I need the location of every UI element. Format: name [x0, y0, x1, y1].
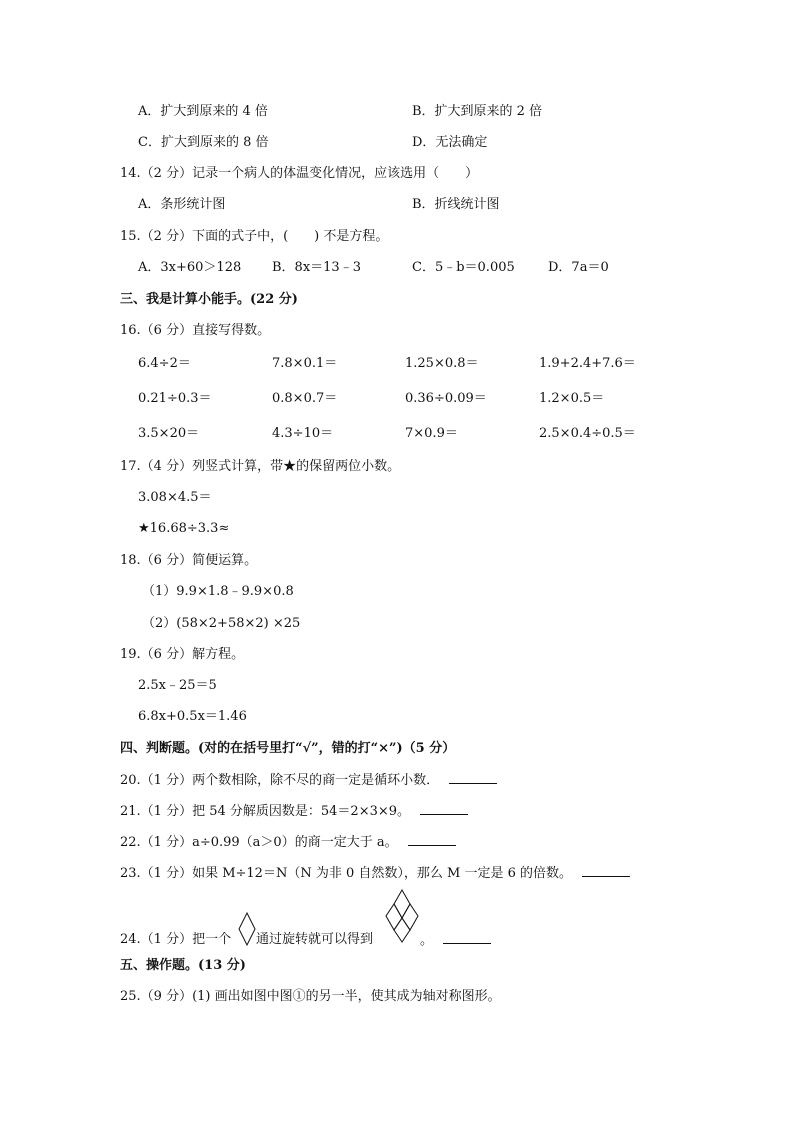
- q24-line: [120, 932, 231, 948]
- q16-cell: 1.25×0.8＝: [405, 356, 479, 371]
- q18-item-1: （1）9.9×1.8﹣9.9×0.8: [142, 584, 294, 599]
- section-4-title: 四、判断题。(对的在括号里打“√”，错的打“×”)（5 分）: [120, 741, 456, 756]
- section-3-title: 三、我是计算小能手。(22 分): [120, 292, 298, 307]
- q16-cell: 6.4÷2＝: [138, 356, 191, 371]
- q24-line-mid: [256, 932, 373, 948]
- q25-stem: 25.（9 分）(1) 画出如图中图①的另一半，使其成为轴对称图形。: [120, 989, 501, 1004]
- q13-option-c: C．扩大到原来的 8 倍: [138, 135, 269, 150]
- q13-option-a: A．扩大到原来的 4 倍: [138, 104, 268, 119]
- q19-item-1: 2.5x﹣25＝5: [138, 678, 217, 693]
- q22-text: 22.（1 分）a÷0.99（a＞0）的商一定大于 a。: [120, 835, 398, 850]
- q16-stem: 16.（6 分）直接写得数。: [120, 323, 271, 338]
- q20-answer-blank[interactable]: [449, 772, 497, 784]
- q19-stem: 19.（6 分）解方程。: [120, 647, 245, 662]
- q16-cell: 7×0.9＝: [405, 426, 458, 441]
- q22-answer-blank[interactable]: [408, 834, 456, 846]
- rotated-rhombus-figure: [385, 889, 419, 943]
- q24-line-end: [420, 932, 491, 949]
- q15-option-d: D．7a＝0: [548, 260, 609, 275]
- q23-text: 23.（1 分）如果 M÷12＝N（N 为非 0 自然数），那么 M 一定是 6 的倍数。: [120, 866, 572, 881]
- q13-option-d: D．无法确定: [412, 135, 488, 150]
- q24-text-2: 通过旋转就可以得到: [256, 932, 374, 947]
- q24-text-3: 。: [420, 933, 434, 948]
- q22-line: [120, 834, 456, 851]
- q15-option-b: B．8x＝13﹣3: [272, 260, 361, 275]
- q16-cell: 0.8×0.7＝: [272, 391, 338, 406]
- q21-line: [120, 803, 468, 820]
- q20-text: 20.（1 分）两个数相除，除不尽的商一定是循环小数．: [120, 773, 440, 788]
- q16-cell: 7.8×0.1＝: [272, 356, 338, 371]
- q18-item-2: （2）(58×2+58×2) ×25: [142, 616, 301, 631]
- q20-line: [120, 772, 497, 789]
- q13-option-b: B．扩大到原来的 2 倍: [412, 104, 543, 119]
- q16-cell: 0.21÷0.3＝: [138, 391, 212, 406]
- q16-cell: 1.2×0.5＝: [539, 391, 605, 406]
- q17-item-2: ★16.68÷3.3≈: [138, 521, 230, 536]
- single-rhombus-figure: [238, 912, 256, 946]
- q18-stem: 18.（6 分）简便运算。: [120, 553, 258, 568]
- q17-item-1: 3.08×4.5＝: [138, 490, 212, 505]
- q19-item-2: 6.8x+0.5x＝1.46: [138, 709, 247, 724]
- section-5-title: 五、操作题。(13 分): [120, 958, 246, 973]
- q21-text: 21.（1 分）把 54 分解质因数是：54＝2×3×9。: [120, 804, 411, 819]
- q14-option-a: A．条形统计图: [138, 197, 226, 212]
- q15-option-c: C．5﹣b＝0.005: [412, 260, 515, 275]
- q16-cell: 1.9+2.4+7.6＝: [539, 356, 636, 371]
- q24-answer-blank[interactable]: [443, 932, 491, 944]
- q23-line: [120, 865, 630, 882]
- q17-stem: 17.（4 分）列竖式计算，带★的保留两位小数。: [120, 459, 401, 474]
- q16-cell: 0.36÷0.09＝: [405, 391, 487, 406]
- q14-stem: 14.（2 分）记录一个病人的体温变化情况，应该选用（ ）: [120, 166, 479, 181]
- q15-option-a: A．3x+60＞128: [138, 260, 242, 275]
- q24-text-1: 24.（1 分）把一个: [120, 932, 232, 947]
- q16-cell: 3.5×20＝: [138, 426, 200, 441]
- q16-cell: 2.5×0.4÷0.5＝: [539, 426, 636, 441]
- q23-answer-blank[interactable]: [582, 865, 630, 877]
- q14-option-b: B．折线统计图: [412, 197, 500, 212]
- q16-cell: 4.3÷10＝: [272, 426, 334, 441]
- q21-answer-blank[interactable]: [420, 803, 468, 815]
- q15-stem: 15.（2 分）下面的式子中，( ) 不是方程。: [120, 229, 389, 244]
